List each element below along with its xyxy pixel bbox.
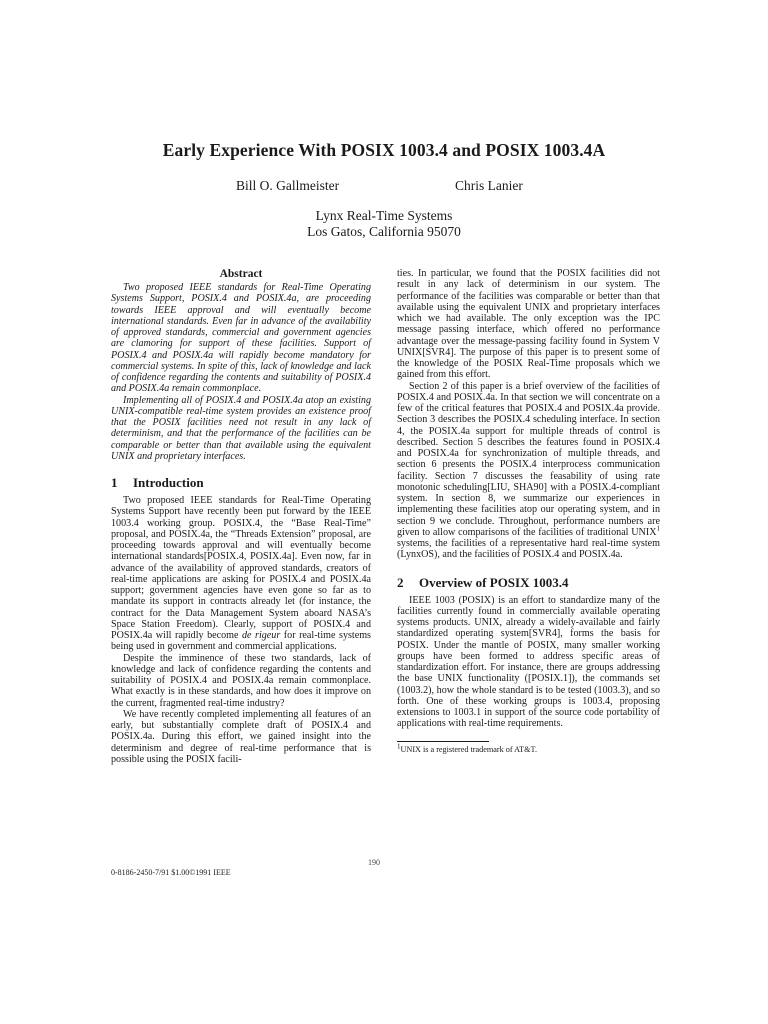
section-2-number: 2 <box>397 574 404 590</box>
abstract-paragraph-1: Two proposed IEEE standards for Real-Time Operating Systems Support, POSIX.4 and POSIX.4a, are proceeding towards IEEE approval and will eventually become international standards. Even far in advance of the availability of approved standards, commercial and government agencies are clamoring for support of these facilities. Support of POSIX.4 and POSIX.4a will rapidly become mandatory for commercial systems. In spite of this, lack of knowledge and lack of confidence regarding the contents and suitability of POSIX.4 and POSIX.4a remain commonplace. <box>111 282 371 395</box>
copyright-line: 0-8186-2450-7/91 $1.00©1991 IEEE <box>111 868 231 877</box>
author-1: Bill O. Gallmeister <box>236 178 340 193</box>
paper-title: Early Experience With POSIX 1003.4 and POSIX 1003.4A <box>162 140 606 160</box>
abstract <box>111 268 371 462</box>
section-2-title: Overview of POSIX 1003.4 <box>419 574 569 590</box>
abstract-heading: Abstract <box>219 268 263 280</box>
overview-paragraph-1: IEEE 1003 (POSIX) is an effort to standardize many of the facilities currently found in commercially available operating systems products. UNIX, already a widely-available and fairly standardized operating system[SVR4], forms the basis for POSIX. Under the mantle of POSIX, many smaller working groups have been formed to address specific areas of standardization effort. For instance, there are groups addressing the base UNIX functionality ([POSIX.1]), the commands set (1003.2), how the whole standard is to be tested (1003.3), and so forth. One of these working groups is 1003.4, proposing extensions to 1003.1 in support of the source code portability of applications with real-time requirements. <box>397 594 660 730</box>
intro-paragraph-4 <box>397 381 660 561</box>
intro-p4-text: Section 2 of this paper is a brief overview of the facilities of POSIX.4 and POSIX.4a. In that section we will concentrate on a few of the critical features that POSIX.4 and POSIX.4a provide. Section 3 describes the POSIX.4 scheduling interface. In section 4, the POSIX.4a support for multiple threads of control is described. Section 5 describes the features found in POSIX.4 and POSIX.4a for synchronization of multiple threads, and section 6 presents the POSIX.4 interprocess communication facility. Section 7 discusses the feasability of using rate monotonic scheduling[LIU, SHA90] with a POSIX.4-compliant system. In section 8, we summarize our experiences in implementing these facilities atop our operating system, and in section 9 we conclude. Throughout, performance numbers are given to allow comparisons of the facilities of traditional UNIX <box>397 380 660 538</box>
page-number: 190 <box>368 858 380 867</box>
footnote-marker: 1 <box>656 524 660 533</box>
intro-paragraph-1 <box>111 495 371 653</box>
intro-paragraph-2: Despite the imminence of these two standards, lack of knowledge and lack of confidence regarding the contents and suitability of POSIX.4 and POSIX.4a remain commonplace. What exactly is in these standards, and how does it improve on the current, fragmented real-time industry? <box>111 652 371 709</box>
intro-p1-text-b: for real-time systems being used in government and commercial applications. <box>111 630 371 653</box>
affiliation-org: Lynx Real-Time Systems <box>315 208 453 223</box>
intro-p1-italic: de rigeur <box>241 630 281 641</box>
left-column <box>111 268 371 765</box>
intro-p1-text-a: Two proposed IEEE standards for Real-Time Operating Systems Support have recently been put forward by the IEEE 1003.4 working group. POSIX.4, the “Base Real-Time” proposal, and POSIX.4a, the “Threads Extension” proposal, are proceeding towards approval and will eventually become international standards[POSIX.4, POSIX.4a]. Even now, far in advance of the availability of approved standards, creators of real-time applications are asking for POSIX.4 and POSIX.4a support; government agencies have even gone so far as to mandate its support in contracts already let (for instance, the contract for the Data Management System aboard NASA’s Space Station Freedom). Clearly, support of POSIX.4 and POSIX.4a will rapidly become <box>111 495 371 641</box>
intro-paragraph-3: We have recently completed implementing all features of an early, but substantially complete draft of POSIX.4 and POSIX.4a. During this effort, we gained insight into the determinism and degree of real-time performance that is possible using the POSIX facili- <box>111 708 371 765</box>
section-1-number: 1 <box>111 475 118 490</box>
section-2-heading <box>397 576 660 590</box>
section-1-heading <box>111 476 371 490</box>
footnote-text: UNIX is a registered trademark of AT&T. <box>400 744 537 754</box>
intro-p4-text-end: systems, the facilities of a representative hard real-time system (LynxOS), and the facilities of POSIX.4 and POSIX.4a. <box>397 538 660 561</box>
affiliation <box>0 208 768 240</box>
abstract-paragraph-2: Implementing all of POSIX.4 and POSIX.4a atop an existing UNIX-compatible real-time system provides an existence proof that the POSIX facilities need not result in any lack of determinism, and that the performance of the facilities can be comparable or better than that available using the equivalent UNIX and proprietary interfaces. <box>111 394 371 462</box>
section-1-title: Introduction <box>133 475 204 490</box>
footnote <box>397 741 660 755</box>
author-2: Chris Lanier <box>455 178 523 193</box>
affiliation-address: Los Gatos, California 95070 <box>307 224 461 239</box>
right-column <box>397 268 660 755</box>
footnote-mark: 1 <box>397 741 401 750</box>
intro-paragraph-3-continued: ties. In particular, we found that the POSIX facilities did not result in any lack of determinism in our system. The performance of the facilities was comparable or better than that available using the equivalent UNIX and proprietary interfaces which we had available. The only exception was the IPC message passing interface, which offered no performance advantage over the message-passing facility found in System V UNIX[SVR4]. The purpose of this paper is to present some of the knowledge of the POSIX Real-Time proposals which we gained from this effort. <box>397 268 660 381</box>
footnote-divider <box>397 741 489 742</box>
